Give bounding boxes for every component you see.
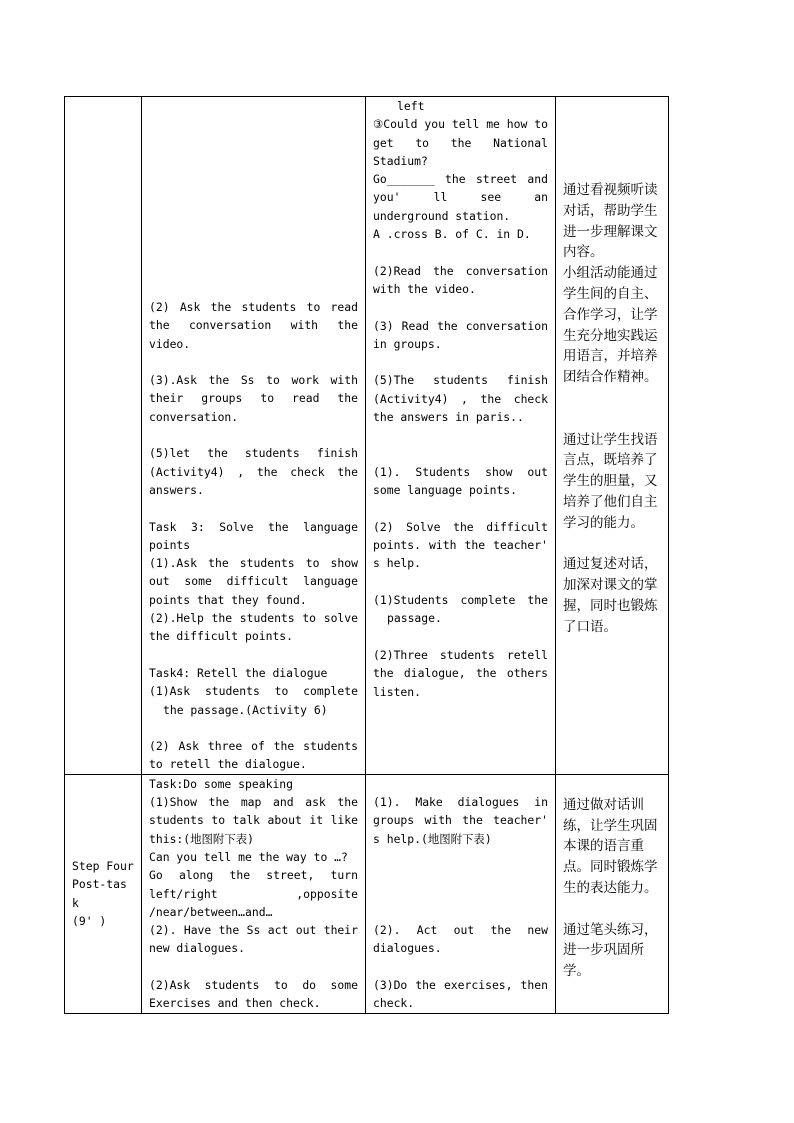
intent-text: 通过复述对话，加深对课文的掌握，同时也锻炼了口语。 (563, 556, 658, 635)
teacher-step-text: Can you tell me the way to …? (149, 849, 348, 864)
teacher-step-text: (2) Ask the students to read the conversation with the video. (149, 300, 358, 351)
student-step-text: (3)Do the exercises, then check. (373, 977, 548, 1011)
teacher-step-text: (2)Ask students to do some Exercises and then check. (149, 977, 358, 1011)
teacher-step-text: (1)Show the map and ask the students to talk about it like this:(地图附下表) (149, 795, 358, 846)
teacher-activity-cell (142, 97, 366, 775)
student-activity-cell (366, 774, 556, 1013)
teacher-step-text: (2).Help the students to solve the difficult points. (149, 611, 358, 644)
teacher-activity-cell (142, 774, 366, 1013)
intent-text: 通过让学生找语言点，既培养了学生的胆量，又培养了他们自主学习的能力。 (563, 431, 658, 531)
teacher-step-text: Go along the street, turn left/right ,opposite /near/between…and… (149, 868, 358, 919)
task-heading: Task4: Retell the dialogue (149, 665, 328, 680)
teacher-step-text: (3).Ask the Ss to work with their groups to read the conversation. (149, 373, 358, 424)
step-duration: (9' ) (72, 913, 107, 928)
table-row (65, 97, 669, 775)
exercise-question: ③Could you tell me how to get to the National Stadium? (373, 117, 548, 168)
student-step-text: (1). Make dialogues in groups with the teacher' s help.(地图附下表) (373, 795, 548, 846)
teacher-step-text: (1)Ask students to complete the passage.(Activity 6) (149, 684, 358, 717)
exercise-options: A .cross B. of C. in D. (373, 227, 531, 242)
student-step-text: (2)Read the conversation with the video. (373, 263, 548, 296)
exercise-question: Go_______ the street and you' ll see an underground station. (373, 172, 548, 223)
step-cell (65, 774, 142, 1013)
student-step-text: (5)The students finish (Activity4) , the check the answers in paris.. (373, 373, 548, 425)
lesson-plan-table (64, 96, 669, 1014)
table-row (65, 774, 669, 1013)
intent-text: 通过做对话训练，让学生巩固本课的语言重点。同时锻炼学生的表达能力。 (563, 796, 658, 896)
task-heading: Task 3: Solve the language points (149, 519, 358, 552)
step-label: Post-tas (72, 877, 127, 892)
step-cell-empty (65, 97, 142, 775)
intent-cell (556, 97, 669, 775)
task-heading: Task:Do some speaking (149, 776, 294, 791)
teacher-step-text: (1).Ask the students to show out some difficult language points that they found. (149, 556, 358, 607)
student-step-text: left (397, 99, 425, 113)
student-step-text: (2) Solve the difficult points. with the teacher' s help. (373, 519, 548, 571)
teacher-step-text: (2). Have the Ss act out their new dialogues. (149, 923, 358, 956)
intent-text: 通过笔头练习，进一步巩固所学。 (563, 921, 658, 980)
student-step-text: (3) Read the conversation in groups. (373, 318, 548, 351)
student-step-text: (1). Students show out some language points. (373, 464, 548, 498)
step-label: Step Four (72, 859, 134, 874)
student-step-text: (2)Three students retell the dialogue, the others listen. (373, 647, 548, 699)
student-step-text: (2). Act out the new dialogues. (373, 923, 548, 956)
step-label: k (72, 895, 79, 910)
intent-text: 小组活动能通过学生间的自主、合作学习，让学生充分地实践运用语言，并培养团结合作精神。 (563, 265, 658, 386)
teacher-step-text: (5)let the students finish (Activity4) , the check the answers. (149, 446, 358, 497)
student-activity-cell (366, 97, 556, 775)
student-step-text: (1)Students complete the passage. (373, 593, 548, 626)
teacher-step-text: (2) Ask three of the students to retell the dialogue. (149, 739, 358, 772)
intent-cell (556, 774, 669, 1013)
intent-text: 通过看视频听读对话，帮助学生进一步理解课文内容。 (563, 182, 658, 261)
